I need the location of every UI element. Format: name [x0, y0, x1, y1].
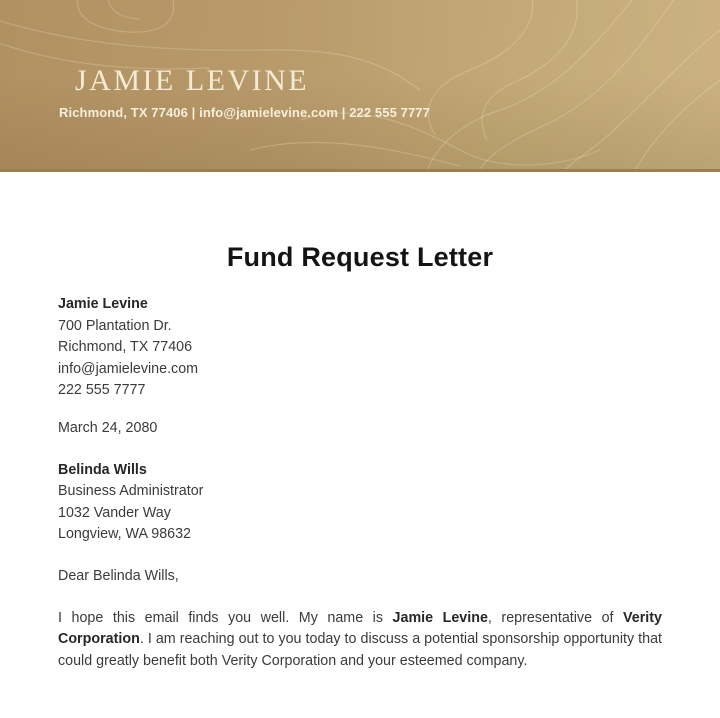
sender-phone: 222 555 7777	[58, 382, 146, 399]
letter-date: March 24, 2080	[58, 419, 158, 436]
sender-name: Jamie Levine	[58, 296, 148, 312]
letter-content	[0, 240, 720, 672]
recipient-address-line: Longview, WA 98632	[58, 526, 191, 543]
recipient-name: Belinda Wills	[58, 461, 147, 478]
sender-address-line: 700 Plantation Dr.	[58, 317, 172, 334]
letterhead-name: JAMIE LEVINE	[75, 64, 310, 97]
letterhead	[0, 0, 720, 172]
opening-paragraph: I hope this email finds you well. My name is Jamie Levine, representative of Verity Corporation. I am reaching out to you today to discuss a potential sponsorship opportunity that could greatly benefit both Verity Corporation and your esteemed company.	[58, 609, 662, 669]
sender-block	[58, 294, 662, 402]
letterhead-contact: Richmond, TX 77406 | info@jamielevine.com | 222 555 7777	[59, 105, 430, 120]
sender-address-line: Richmond, TX 77406	[58, 339, 193, 356]
letter-title: Fund Request Letter	[226, 242, 494, 272]
recipient-address-line: 1032 Vander Way	[58, 504, 171, 521]
letterhead-text	[59, 64, 430, 120]
salutation: Dear Belinda Wills,	[58, 567, 179, 584]
recipient-block	[58, 460, 662, 546]
sender-email: info@jamielevine.com	[58, 360, 199, 377]
recipient-title: Business Administrator	[58, 483, 204, 500]
